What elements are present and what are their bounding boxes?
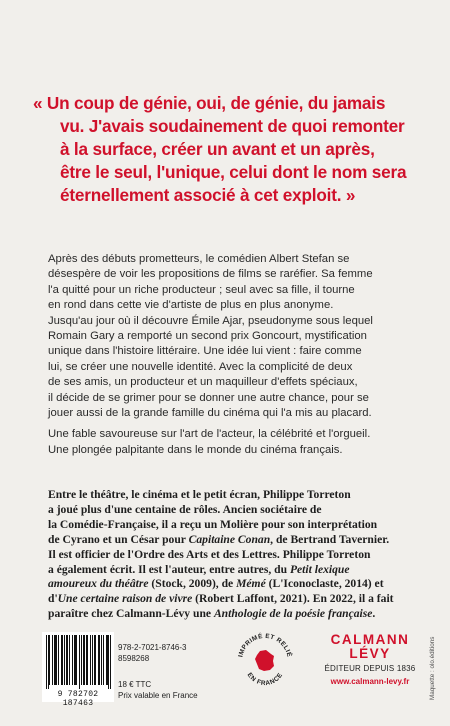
bio-title: Mémé [236,577,266,591]
synopsis-line: en rond dans cette vie d'artiste de plus en plus anonyme. [48,299,334,312]
synopsis-line: jouer aussi de la grande famille du cinéma qui l'a mis au placard. [48,407,372,420]
synopsis-line: de ses amis, un producteur et un maquilleur d'effets spéciaux, [48,376,358,389]
synopsis-line: Une plongée palpitante dans le monde du cinéma français. [48,443,343,456]
barcode-bar [48,635,49,689]
price [118,680,198,701]
barcode-bar [67,635,68,685]
publisher-logo [320,633,420,661]
design-credit: Maquette : olo.éditions [429,636,436,700]
pull-quote [33,92,425,207]
bio-title: Petit lexique [289,562,350,576]
bio-text: de Cyrano et un César pour [48,532,189,546]
barcode-bar [61,635,62,685]
bio-text: Il est officier de l'Ordre des Arts et des Lettres. Philippe Torreton [48,547,371,561]
price-note: Prix valable en France [118,690,198,700]
seal-bottom-text: EN FRANCE [245,671,285,688]
bio-text: (Robert Laffont, 2021). En 2022, il a fait [192,592,394,606]
barcode-bar [66,635,67,685]
bio-text: d' [48,592,58,606]
synopsis-line: Jusqu'au jour où il découvre Émile Ajar, pseudonyme sous lequel [48,314,373,327]
isbn [118,643,187,664]
barcode-bar [74,635,75,685]
barcode-bar [46,635,47,689]
bio-text: . [372,607,376,621]
publisher-url[interactable]: www.calmann-levy.fr [330,677,410,686]
barcode-bar [86,635,87,685]
bio-line [48,563,420,578]
barcode-bar [101,635,102,685]
barcode-bar [95,635,96,685]
bio-line [48,503,420,518]
barcode-bar [92,635,93,685]
synopsis-line: lui, se créer une nouvelle identité. Avec la complicité de deux [48,360,353,373]
barcode-bar [107,635,108,685]
synopsis-line: il décide de se grimer pour se donner une autre chance, pour se [48,391,369,404]
synopsis-paragraph [48,252,420,421]
barcode-bar [49,635,50,685]
barcode-bar [79,635,80,689]
bio-text: la Comédie-Française, il a reçu un Molière pour son interprétation [48,517,378,531]
bio-text: paraître chez Calmann-Lévy une [48,607,214,621]
barcode-bar [56,635,57,685]
synopsis-line: unique dans l'histoire littéraire. Une idée lui vient : faire comme [48,345,362,358]
barcode-bar [106,635,107,685]
quote-line: vu. J'avais soudainement de quoi remonter [60,116,405,136]
barcode-digits: 9 782702 187463 [57,690,99,708]
barcode-bar [83,635,84,685]
barcode-bar [94,635,95,685]
bio-title: Capitaine Conan [188,532,271,546]
synopsis-line: désespère de voir les propositions de films se raréfier. Sa femme [48,268,373,281]
logo-line: LÉVY [349,646,391,661]
bio-line [48,577,420,592]
quote-line: « Un coup de génie, oui, de génie, du jamais [33,93,386,113]
seal-top-text: IMPRIMÉ ET RELIÉ [237,632,293,658]
synopsis-line: Romain Gary a remporté un second prix Goncourt, mystification [48,330,367,343]
bio-line [48,518,420,533]
barcode-bar [69,635,70,685]
barcode-bar [72,635,73,685]
barcode-bar [103,635,104,685]
barcode-bar [75,635,76,685]
bio-title: Anthologie de la poésie française [213,607,373,621]
synopsis-line: Une fable savoureuse sur l'art de l'acteur, la célébrité et l'orgueil. [48,428,371,441]
barcode-bar [110,635,111,689]
barcode-bar [84,635,85,685]
barcode-bar [90,635,91,685]
bio-line [48,548,420,563]
barcode-bar [54,635,55,685]
synopsis [48,252,420,464]
quote-line: être le seul, l'unique, celui dont le nom sera [60,162,407,182]
bio-line [48,533,420,548]
barcode-bar [99,635,100,685]
synopsis-line: Après des débuts prometteurs, le comédien Albert Stefan se [48,253,350,265]
isbn-number: 978-2-7021-8746-3 [118,643,187,652]
bio-text: a également écrit. Il est l'auteur, entre autres, du [48,562,290,576]
isbn-code: 8598268 [118,653,150,663]
barcode-bar [81,635,82,685]
bio-text: (Stock, 2009), de [148,577,237,591]
barcode-bar [58,635,59,685]
barcode-bar [108,635,109,689]
bio-line [48,607,420,622]
barcode-bar [62,635,63,685]
bio-line [48,488,420,503]
synopsis-line: l'a quitté pour un riche producteur ; seul avec sa fille, il tourne [48,283,355,296]
barcode-bar [55,635,56,685]
bio-text: a joué plus d'une centaine de rôles. Ancien sociétaire de [48,502,322,516]
barcode-bar [87,635,88,685]
logo-line: CALMANN [330,632,410,647]
synopsis-paragraph [48,427,420,458]
barcode-icon [42,632,114,690]
quote-line: à la surface, créer un avant et un après, [60,139,375,159]
publisher-since: ÉDITEUR DEPUIS 1836 [324,664,416,673]
bio-text: , de Bertrand Tavernier. [270,532,390,546]
barcode-bar [76,635,77,685]
bio-line [48,592,420,607]
quote-line: éternellement associé à cet exploit. » [60,185,356,205]
barcode-bar [52,635,53,685]
publisher-block [320,633,420,686]
bio-text: Entre le théâtre, le cinéma et le petit écran, Philippe Torreton [48,488,351,501]
france-map-icon [255,650,274,671]
made-in-france-seal [233,629,297,693]
bio-title: Une certaine raison de vivre [57,592,193,606]
author-bio [48,488,420,622]
price-value: 18 € TTC [118,680,152,689]
svg-text:EN FRANCE [246,672,285,688]
barcode-bar [64,635,65,685]
barcode-bar [98,635,99,685]
bio-title: amoureux du théâtre [48,577,149,591]
bio-text: (L'Iconoclaste, 2014) et [265,577,384,591]
